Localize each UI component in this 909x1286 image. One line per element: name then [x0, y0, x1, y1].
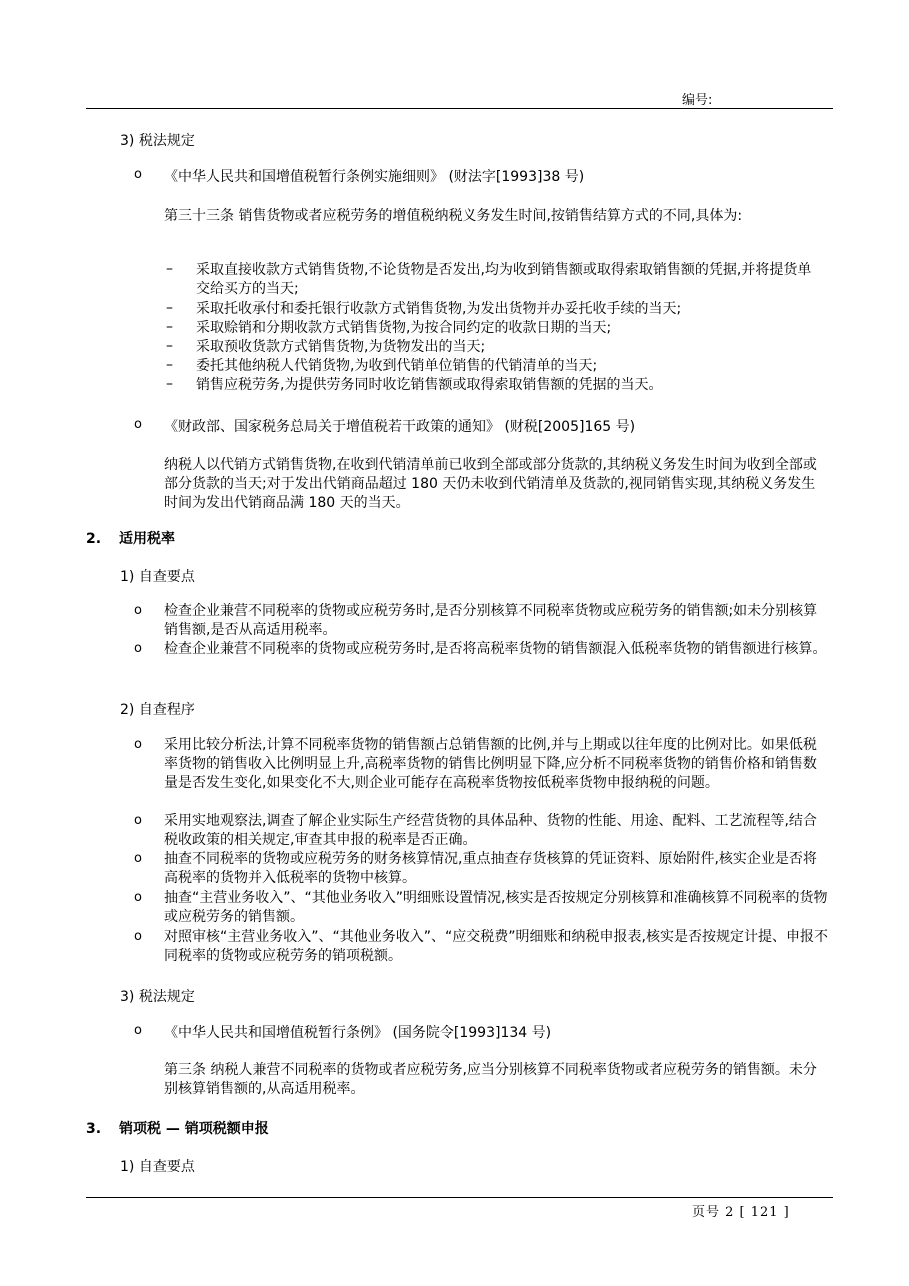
dash-bullet-icon: – — [166, 261, 173, 277]
list-item: 采取赊销和分期收款方式销售货物,为按合同约定的收款日期的当天; — [196, 320, 612, 336]
dash-bullet-icon: – — [166, 319, 173, 335]
article-paragraph: 第三十三条 销售货物或者应税劳务的增值税纳税义务发生时间,按销售结算方式的不同,具体为: — [164, 208, 743, 224]
section-title: 销项税 — 销项税额申报 — [119, 1121, 269, 1137]
circle-bullet-icon: o — [134, 167, 142, 182]
dash-bullet-icon: – — [166, 300, 173, 316]
list-item: 检查企业兼营不同税率的货物或应税劳务时,是否分别核算不同税率货物或应税劳务的销售额;如未分别核算销售额,是否从高适用税率。 — [164, 603, 818, 638]
list-item: 抽查“主营业务收入”、“其他业务收入”明细账设置情况,核实是否按规定分别核算和准确核算不同税率的货物或应税劳务的销售额。 — [164, 890, 828, 925]
list-item: 采用比较分析法,计算不同税率货物的销售额占总销售额的比例,并与上期或以往年度的比例对比。如果低税率货物的销售收入比例明显上升,高税率货物的销售比例明显下降,应分析不同税率货物的销售价格和销售数量是否发生变化,如果变化不大,则企业可能存在高税率货物按低税率货物申报纳税的问题。 — [164, 737, 817, 791]
list-item: 委托其他纳税人代销货物,为收到代销单位销售的代销清单的当天; — [196, 358, 598, 374]
footer-divider — [86, 1197, 833, 1198]
circle-bullet-icon: o — [134, 813, 142, 828]
regulation-reference: 《财政部、国家税务总局关于增值税若干政策的通知》 (财税[2005]165 号) — [164, 419, 636, 435]
regulation-reference: 《中华人民共和国增值税暂行条例实施细则》 (财法字[1993]38 号) — [164, 169, 585, 185]
circle-bullet-icon: o — [134, 1023, 142, 1038]
subsection-heading: 1) 自查要点 — [120, 569, 195, 585]
circle-bullet-icon: o — [134, 603, 142, 618]
subsection-heading: 1) 自查要点 — [120, 1159, 195, 1175]
list-item: 采取直接收款方式销售货物,不论货物是否发出,均为收到销售额或取得索取销售额的凭据,并将提货单交给买方的当天; — [196, 262, 812, 297]
circle-bullet-icon: o — [134, 737, 142, 752]
circle-bullet-icon: o — [134, 851, 142, 866]
section-number: 3. — [86, 1121, 102, 1137]
list-item: 采取托收承付和委托银行收款方式销售货物,为发出货物并办妥托收手续的当天; — [196, 301, 682, 317]
notice-paragraph: 纳税人以代销方式销售货物,在收到代销清单前已收到全部或部分货款的,其纳税义务发生时间为收到全部或部分货款的当天;对于发出代销商品超过 180 天仍未收到代销清单及货款的,视同销售实现,其纳税义务发生时间为发出代销商品满 180 天的当天。 — [164, 457, 817, 511]
dash-bullet-icon: – — [166, 357, 173, 373]
section-heading — [86, 1118, 269, 1138]
list-item: 检查企业兼营不同税率的货物或应税劳务时,是否将高税率货物的销售额混入低税率货物的销售额进行核算。 — [164, 641, 827, 657]
circle-bullet-icon: o — [134, 641, 142, 656]
subsection-heading: 2) 自查程序 — [120, 702, 195, 718]
section-heading — [86, 528, 175, 548]
dash-bullet-icon: – — [166, 338, 173, 354]
document-number-label: 编号: — [682, 93, 713, 108]
subsection-heading: 3) 税法规定 — [120, 133, 195, 149]
regulation-reference: 《中华人民共和国增值税暂行条例》 (国务院令[1993]134 号) — [164, 1025, 552, 1041]
list-item: 销售应税劳务,为提供劳务同时收讫销售额或取得索取销售额的凭据的当天。 — [196, 377, 663, 393]
page-number: 页号 2 [ 121 ] — [692, 1205, 790, 1220]
dash-bullet-icon: – — [166, 376, 173, 392]
list-item: 采用实地观察法,调查了解企业实际生产经营货物的具体品种、货物的性能、用途、配料、工艺流程等,结合税收政策的相关规定,审查其申报的税率是否正确。 — [164, 813, 817, 848]
circle-bullet-icon: o — [134, 929, 142, 944]
header-divider — [86, 108, 833, 109]
section-title: 适用税率 — [119, 531, 175, 547]
list-item: 抽查不同税率的货物或应税劳务的财务核算情况,重点抽查存货核算的凭证资料、原始附件,核实企业是否将高税率的货物并入低税率的货物中核算。 — [164, 851, 817, 886]
circle-bullet-icon: o — [134, 417, 142, 432]
section-number: 2. — [86, 531, 102, 547]
article-paragraph: 第三条 纳税人兼营不同税率的货物或者应税劳务,应当分别核算不同税率货物或者应税劳务的销售额。未分别核算销售额的,从高适用税率。 — [164, 1062, 817, 1097]
list-item: 采取预收货款方式销售货物,为货物发出的当天; — [196, 339, 486, 355]
circle-bullet-icon: o — [134, 890, 142, 905]
subsection-heading: 3) 税法规定 — [120, 989, 195, 1005]
list-item: 对照审核“主营业务收入”、“其他业务收入”、“应交税费”明细账和纳税申报表,核实是否按规定计提、申报不同税率的货物或应税劳务的销项税额。 — [164, 929, 828, 964]
